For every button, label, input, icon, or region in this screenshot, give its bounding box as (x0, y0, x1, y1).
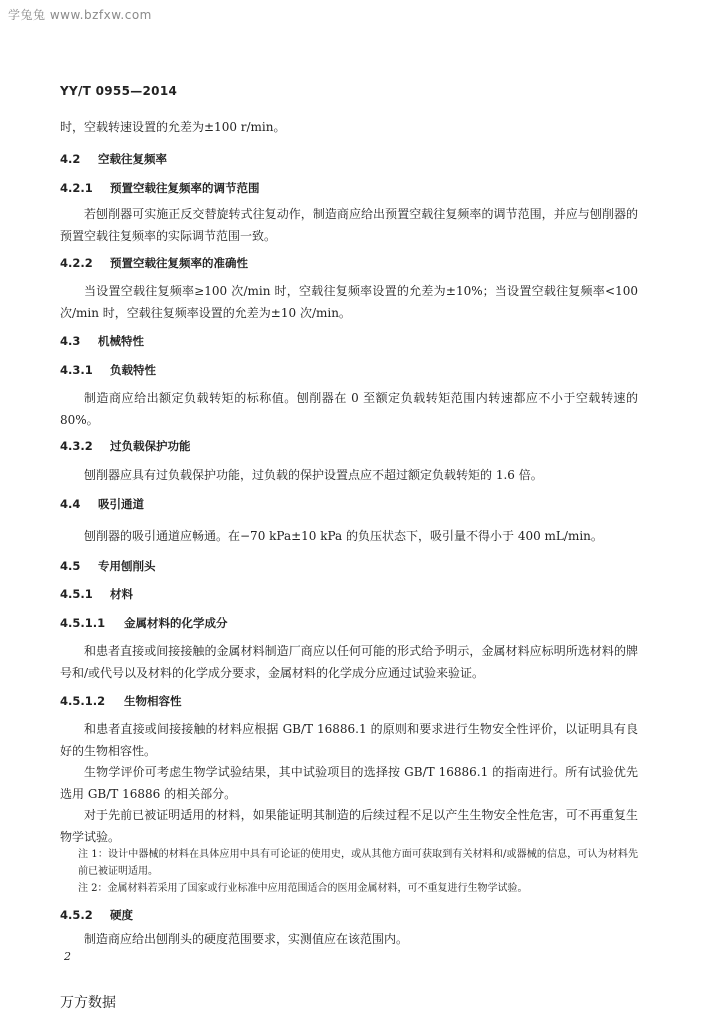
section-number: 4.5.1.2 (60, 694, 106, 708)
watermark: 学兔兔 www.bzfxw.com (8, 8, 152, 22)
section-number: 4.2 (60, 152, 81, 166)
paragraph-4-4: 刨削器的吸引通道应畅通。在−70 kPa±10 kPa 的负压状态下，吸引量不得小于 400 mL/min。 (84, 529, 603, 543)
section-title: 吸引通道 (98, 497, 144, 511)
standard-number: YY/T 0955—2014 (60, 84, 178, 98)
section-title: 预置空载往复频率的准确性 (110, 256, 248, 270)
section-number: 4.5.1 (60, 587, 93, 601)
section-number: 4.5 (60, 559, 81, 573)
section-title: 空载往复频率 (98, 152, 167, 166)
section-number: 4.3.1 (60, 363, 93, 377)
page-number: 2 (64, 950, 71, 963)
section-title: 机械特性 (98, 334, 144, 348)
section-4-2-heading (60, 151, 167, 167)
section-4-2-1-heading (60, 180, 260, 196)
section-number: 4.3.2 (60, 439, 93, 453)
paragraph-4-5-2: 制造商应给出刨削头的硬度范围要求，实测值应在该范围内。 (84, 932, 409, 946)
section-4-5-2-heading (60, 907, 133, 923)
section-title: 过负载保护功能 (110, 439, 191, 453)
section-number: 4.4 (60, 497, 81, 511)
paragraph-4-5-1-2-c: 对于先前已被证明适用的材料，如果能证明其制造的后续过程不足以产生生物安全性危害，可不再重复生物学试验。 (60, 808, 638, 844)
section-title: 材料 (110, 587, 133, 601)
note-1: 注 1：设计中器械的材料在具体应用中具有可论证的使用史，或从其他方面可获取到有关材料和/或器械的信息，可认为材料先前已被证明适用。 (78, 849, 638, 877)
paragraph-4-3-2: 刨削器应具有过负载保护功能，过负载的保护设置点应不超过额定负载转矩的 1.6 倍。 (84, 468, 543, 482)
section-4-5-heading (60, 558, 156, 574)
section-number: 4.2.2 (60, 256, 93, 270)
paragraph-4-5-1-2-a: 和患者直接或间接接触的材料应根据 GB/T 16886.1 的原则和要求进行生物安全性评价，以证明具有良好的生物相容性。 (60, 722, 638, 758)
section-title: 生物相容性 (124, 694, 182, 708)
section-number: 4.5.2 (60, 908, 93, 922)
paragraph-4-2-1: 若刨削器可实施正反交替旋转式往复动作，制造商应给出预置空载往复频率的调节范围，并应与刨削器的预置空载往复频率的实际调节范围一致。 (60, 207, 638, 243)
paragraph-4-3-1: 制造商应给出额定负载转矩的标称值。刨削器在 0 至额定负载转矩范围内转速都应不小于空载转速的 80%。 (60, 391, 638, 427)
section-title: 金属材料的化学成分 (124, 616, 228, 630)
note-2: 注 2：金属材料若采用了国家或行业标准中应用范围适合的医用金属材料，可不重复进行生物学试验。 (78, 883, 528, 894)
footer-source: 万方数据 (60, 995, 116, 1011)
section-4-3-heading (60, 333, 144, 349)
section-title: 专用刨削头 (98, 559, 156, 573)
section-4-5-1-heading (60, 586, 133, 602)
intro-paragraph: 时，空载转速设置的允差为±100 r/min。 (60, 120, 286, 134)
section-4-3-1-heading (60, 362, 156, 378)
section-number: 4.2.1 (60, 181, 93, 195)
paragraph-4-5-1-1: 和患者直接或间接接触的金属材料制造厂商应以任何可能的形式给予明示，金属材料应标明所选材料的牌号和/或代号以及材料的化学成分要求，金属材料的化学成分应通过试验来验证。 (60, 644, 638, 680)
section-number: 4.5.1.1 (60, 616, 106, 630)
section-number: 4.3 (60, 334, 81, 348)
section-title: 预置空载往复频率的调节范围 (110, 181, 260, 195)
section-4-4-heading (60, 496, 144, 512)
section-title: 硬度 (110, 908, 133, 922)
section-title: 负载特性 (110, 363, 156, 377)
section-4-5-1-2-heading (60, 693, 182, 709)
paragraph-4-5-1-2-b: 生物学评价可考虑生物学试验结果，其中试验项目的选择按 GB/T 16886.1 的指南进行。所有试验优先选用 GB/T 16886 的相关部分。 (60, 765, 638, 801)
section-4-3-2-heading (60, 438, 191, 454)
paragraph-4-2-2: 当设置空载往复频率≥100 次/min 时，空载往复频率设置的允差为±10%；当设置空载往复频率<100 次/min 时，空载往复频率设置的允差为±10 次/min。 (60, 284, 638, 320)
section-4-2-2-heading (60, 255, 248, 271)
section-4-5-1-1-heading (60, 615, 228, 631)
